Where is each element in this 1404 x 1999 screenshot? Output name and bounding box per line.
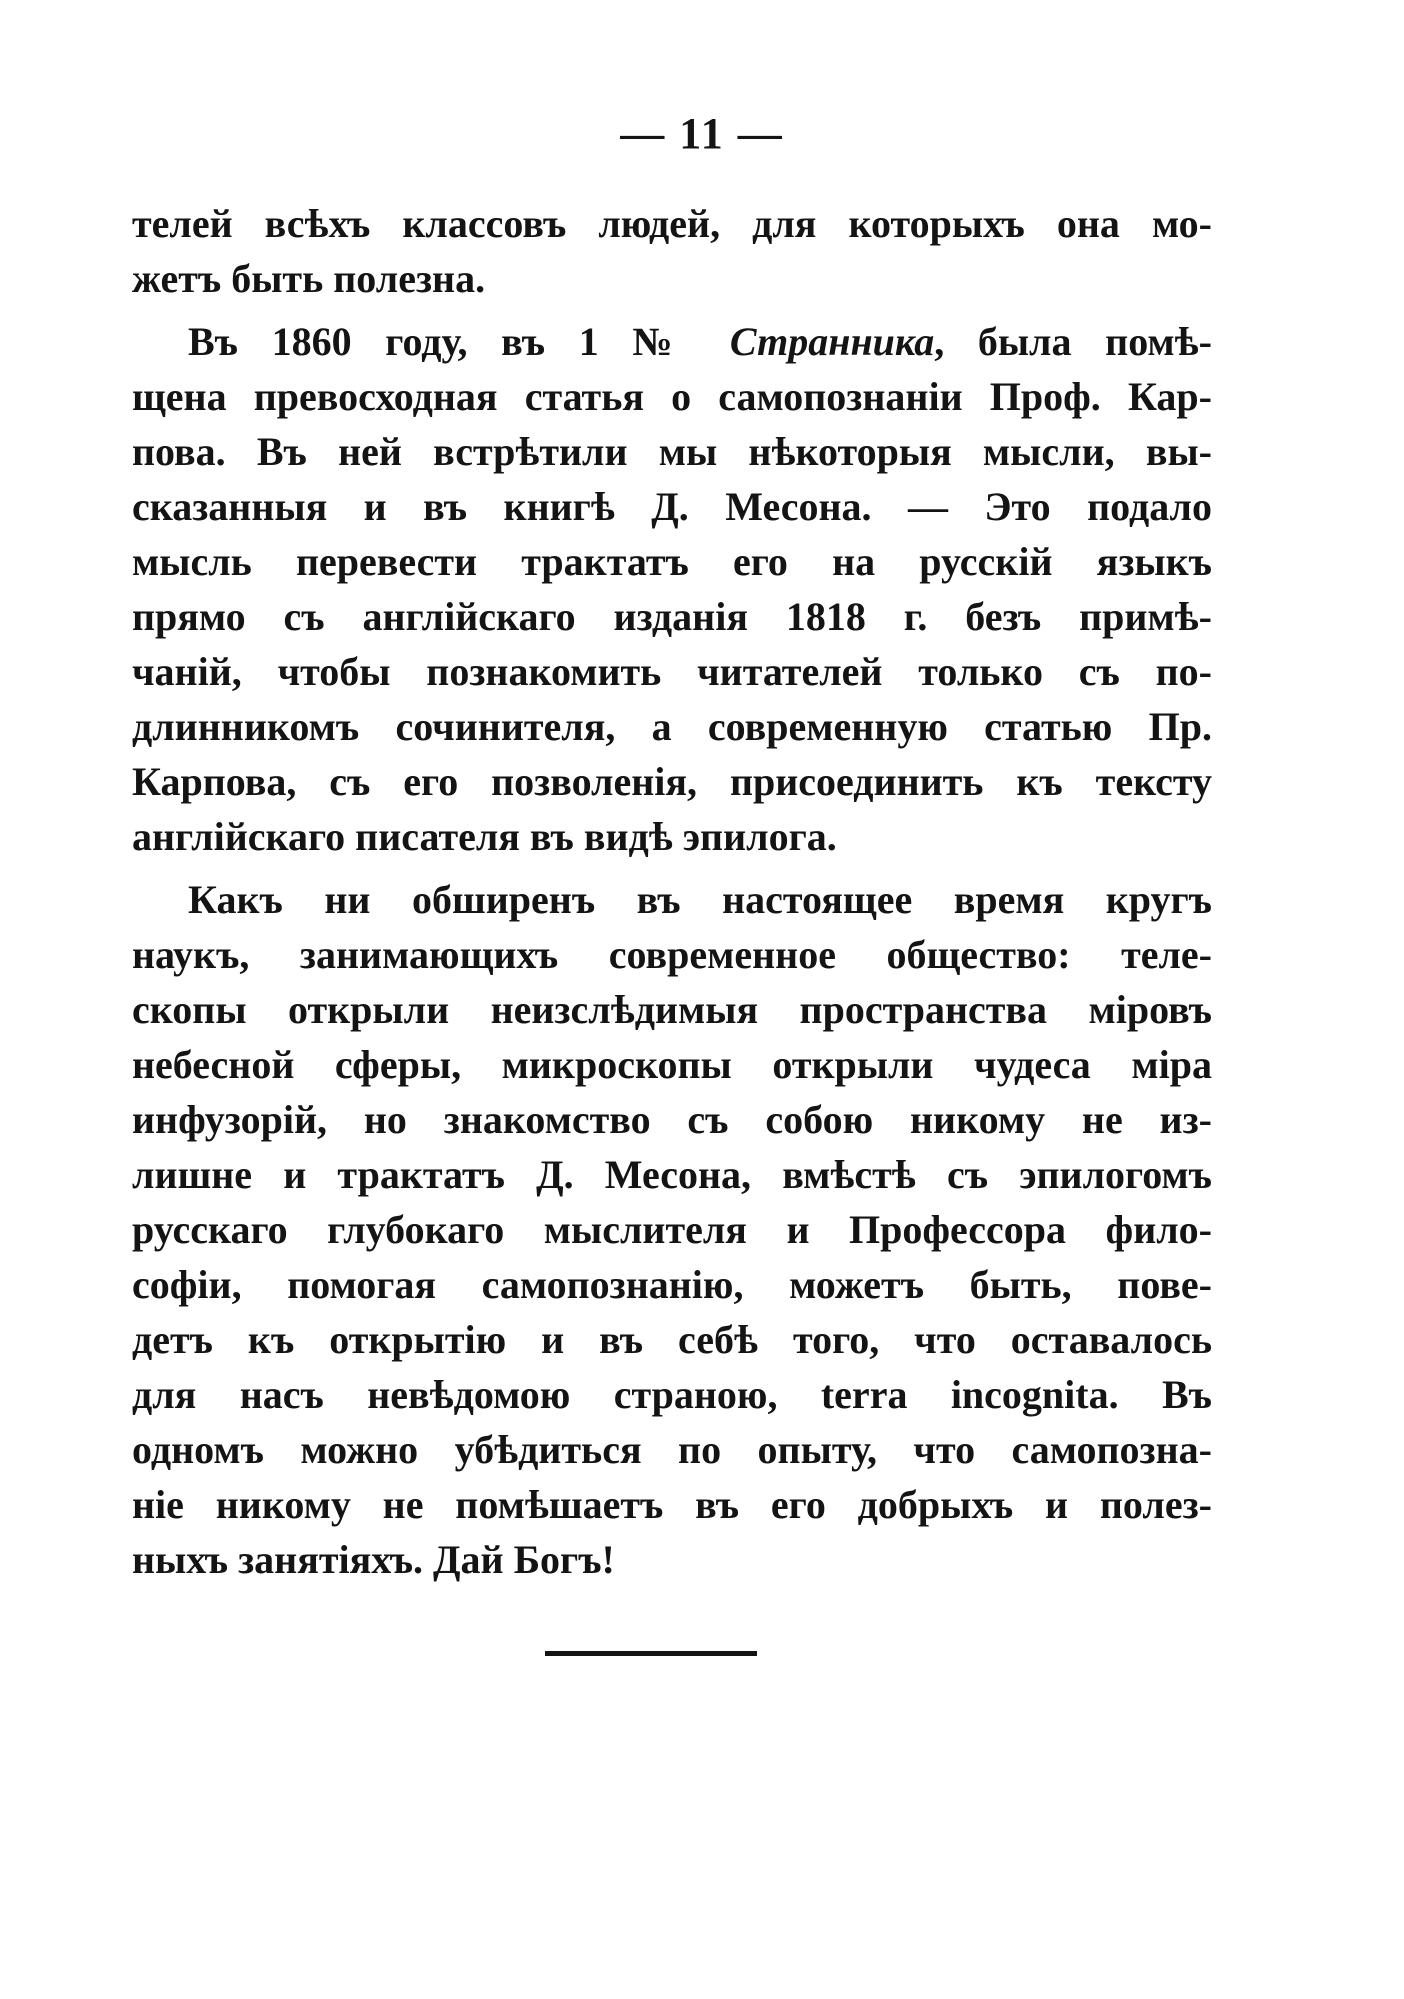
- text-line: Карпова, съ его позволенія, присоединить къ тексту: [132, 759, 1212, 804]
- body-text: [132, 196, 1212, 1587]
- text-line: лишне и трактатъ Д. Месона, вмѣстѣ съ эпилогомъ: [132, 1152, 1212, 1197]
- text-line: сказанныя и въ книгѣ Д. Месона. — Это подало: [132, 484, 1212, 529]
- text-line: наукъ, занимающихъ современное общество: теле-: [132, 932, 1212, 977]
- text-line: англійскаго писателя въ видѣ эпилога.: [132, 814, 837, 859]
- paragraph-3: [132, 872, 1212, 1587]
- text-line: небесной сферы, микроскопы открыли чудеса міра: [132, 1042, 1212, 1087]
- text-line: ніе никому не помѣшаетъ въ его добрыхъ и полез-: [132, 1482, 1212, 1527]
- text-line: жетъ быть полезна.: [132, 256, 486, 301]
- text-line: для насъ невѣдомою страною, terra incognita. Въ: [132, 1372, 1212, 1417]
- text-line: русскаго глубокаго мыслителя и Профессора фило-: [132, 1207, 1212, 1252]
- text-line: телей всѣхъ классовъ людей, для которыхъ она мо-: [132, 201, 1212, 246]
- text-line: пова. Въ ней встрѣтили мы нѣкоторыя мысли, вы-: [132, 429, 1212, 474]
- closing-rule: [545, 1651, 757, 1656]
- paragraph-spacer: [132, 306, 1212, 314]
- page-number: — 11 —: [620, 109, 784, 158]
- text-line: мысль перевести трактатъ его на русскій языкъ: [132, 539, 1212, 584]
- text-line: одномъ можно убѣдиться по опыту, что самопозна-: [132, 1427, 1212, 1472]
- text-line: ныхъ занятіяхъ. Дай Богъ!: [132, 1537, 615, 1582]
- text-line: длинникомъ сочинителя, а современную статью Пр.: [132, 704, 1212, 749]
- italic-title: Странника: [729, 319, 935, 364]
- text-line: скопы открыли неизслѣдимыя пространства міровъ: [132, 987, 1212, 1032]
- text-line: Въ 1860 году, въ 1 № Странника, была помѣ-: [188, 319, 1213, 364]
- text-line: инфузорій, но знакомство съ собою никому не из-: [132, 1097, 1212, 1142]
- text-line: софіи, помогая самопознанію, можетъ быть, пове-: [132, 1262, 1212, 1307]
- text-line: Какъ ни обширенъ въ настоящее время кругъ: [188, 877, 1212, 922]
- paragraph-spacer: [132, 864, 1212, 872]
- text-line: чаній, чтобы познакомить читателей только съ по-: [132, 649, 1212, 694]
- text-line: детъ къ открытію и въ себѣ того, что оставалось: [132, 1317, 1212, 1362]
- paragraph-1: [132, 196, 1212, 306]
- paragraph-2: [132, 314, 1212, 864]
- text-line: прямо съ англійскаго изданія 1818 г. безъ примѣ-: [132, 594, 1212, 639]
- text-line: щена превосходная статья о самопознаніи Проф. Кар-: [132, 374, 1212, 419]
